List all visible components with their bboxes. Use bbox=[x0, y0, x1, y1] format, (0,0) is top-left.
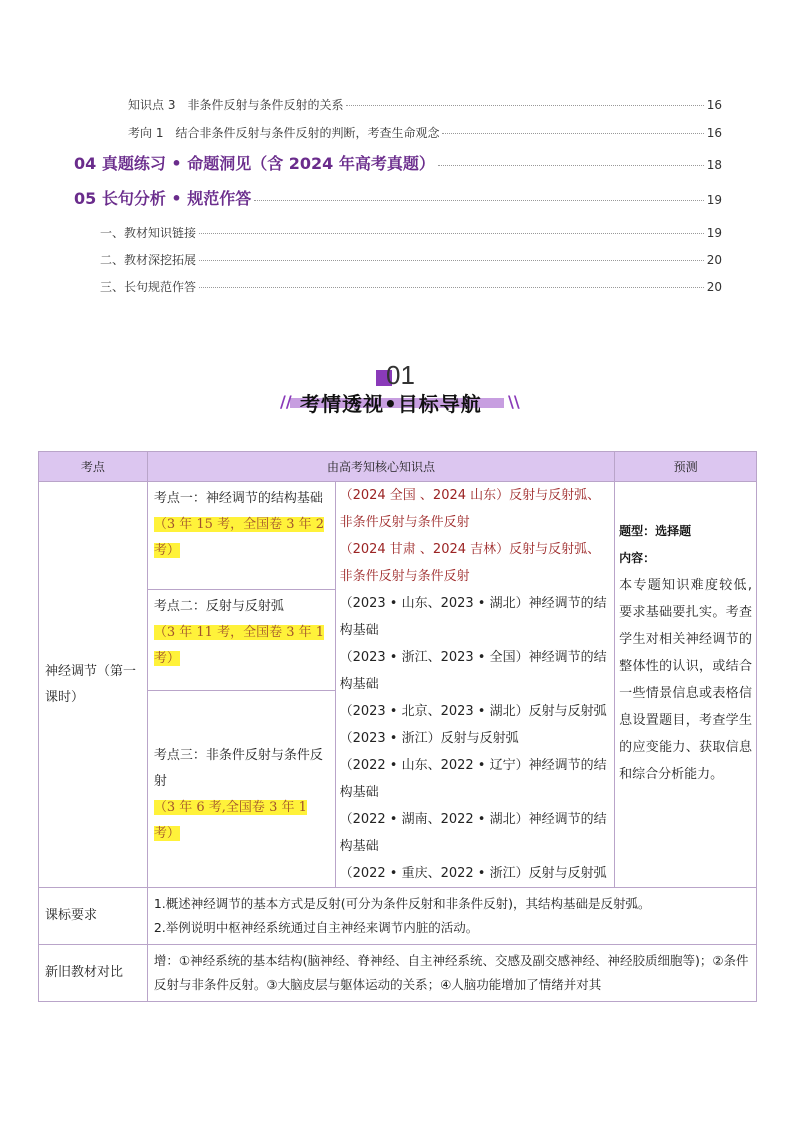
header-core-knowledge: 由高考知核心知识点 bbox=[147, 452, 614, 482]
toc-entry-title: 04 真题练习 • 命题洞见（含 2024 年高考真题） bbox=[74, 154, 435, 173]
toc-entry-long-answer[interactable] bbox=[100, 278, 722, 295]
textbook-compare-label: 新旧教材对比 bbox=[39, 945, 148, 1002]
exam-point-name: 考点一：神经调节的结构基础 bbox=[153, 491, 323, 506]
header-exam-point: 考点 bbox=[39, 452, 148, 482]
toc-leader bbox=[254, 200, 704, 201]
section-title: 考情透视•目标导航 bbox=[300, 392, 482, 416]
prediction-content-label: 内容： bbox=[619, 551, 656, 565]
exam-point-stat: （3 年 6 考,全国卷 3 年 1 考） bbox=[153, 800, 307, 841]
core-line: 非条件反射与条件反射 bbox=[339, 515, 470, 530]
core-line: （2023 • 浙江）反射与反射弧 bbox=[339, 731, 519, 746]
toc-entry-direction-1[interactable] bbox=[128, 124, 722, 141]
prediction-cell bbox=[615, 482, 757, 888]
toc-page-number: 19 bbox=[706, 193, 722, 207]
textbook-compare-cell: 增：①神经系统的基本结构(脑神经、脊神经、自主神经系统、交感及副交感神经、神经胶质细胞等)；②条件反射与非条件反射。③大脑皮层与躯体运动的关系；④人脑功能增加了情绪并对其 bbox=[147, 945, 756, 1002]
core-line: （2023 • 山东、2023 • 湖北）神经调节的结 bbox=[339, 596, 607, 611]
toc-page-number: 16 bbox=[706, 126, 722, 140]
toc-entry-knowledge-3[interactable] bbox=[128, 96, 722, 113]
core-line: （2022 • 重庆、2022 • 浙江）反射与反射弧 bbox=[339, 866, 607, 881]
core-knowledge-cell bbox=[335, 482, 615, 888]
slash-right-decoration: \\ bbox=[508, 392, 520, 411]
toc-leader bbox=[438, 165, 704, 166]
toc-leader bbox=[346, 105, 703, 106]
exam-point-stat: （3 年 11 考，全国卷 3 年 1 考） bbox=[153, 625, 325, 666]
core-line: （2023 • 北京、2023 • 湖北）反射与反射弧 bbox=[339, 704, 607, 719]
core-line: 构基础 bbox=[339, 785, 379, 800]
toc-entry-textbook-links[interactable] bbox=[100, 224, 722, 241]
core-line: （2023 • 浙江、2023 • 全国）神经调节的结 bbox=[339, 650, 607, 665]
toc-entry-textbook-extension[interactable] bbox=[100, 251, 722, 268]
toc-page-number: 18 bbox=[706, 158, 722, 172]
exam-point-name: 考点二：反射与反射弧 bbox=[153, 599, 284, 614]
exam-point-name: 考点三：非条件反射与条件反射 bbox=[153, 748, 323, 789]
core-line: （2022 • 湖南、2022 • 湖北）神经调节的结 bbox=[339, 812, 607, 827]
curriculum-label: 课标要求 bbox=[39, 888, 148, 945]
core-line: 构基础 bbox=[339, 839, 379, 854]
toc-entry-title: 结合非条件反射与条件反射的判断，考查生命观念 bbox=[175, 126, 440, 140]
toc-leader bbox=[199, 260, 704, 261]
toc-entry-label: 知识点 3 bbox=[128, 98, 176, 112]
toc-page-number: 20 bbox=[706, 280, 722, 294]
curriculum-item: 2.举例说明中枢神经系统通过自主神经来调节内脏的活动。 bbox=[153, 920, 479, 935]
core-line: （2022 • 山东、2022 • 辽宁）神经调节的结 bbox=[339, 758, 607, 773]
toc-entry-title: 一、教材知识链接 bbox=[100, 226, 197, 240]
exam-point-2 bbox=[148, 590, 335, 691]
toc-entry-title: 非条件反射与条件反射的关系 bbox=[187, 98, 344, 112]
toc-leader bbox=[442, 133, 703, 134]
toc-entry-label: 考向 1 bbox=[128, 126, 164, 140]
exam-analysis-table bbox=[38, 451, 757, 1002]
exam-point-stat: （3 年 15 考，全国卷 3 年 2 考） bbox=[153, 517, 325, 558]
toc-page-number: 19 bbox=[706, 226, 722, 240]
slash-left-decoration: // bbox=[280, 392, 292, 411]
toc-page-number: 16 bbox=[706, 98, 722, 112]
toc-entry-title: 05 长句分析 • 规范作答 bbox=[74, 189, 252, 208]
core-line: （2024 甘肃 、2024 吉林）反射与反射弧、 bbox=[339, 542, 601, 557]
toc-leader bbox=[199, 287, 704, 288]
prediction-type: 题型：选择题 bbox=[619, 524, 692, 538]
toc-page-number: 20 bbox=[706, 253, 722, 267]
curriculum-cell bbox=[147, 888, 756, 945]
table-row bbox=[39, 945, 757, 1002]
table-row bbox=[39, 482, 757, 888]
curriculum-item: 1.概述神经调节的基本方式是反射(可分为条件反射和非条件反射)，其结构基础是反射弧。 bbox=[153, 896, 651, 911]
core-line: （2024 全国 、2024 山东）反射与反射弧、 bbox=[339, 488, 601, 503]
table-header-row bbox=[39, 452, 757, 482]
toc-entry-section-04[interactable] bbox=[74, 151, 722, 174]
exam-point-3 bbox=[148, 691, 335, 887]
section-heading bbox=[0, 360, 794, 430]
core-line: 构基础 bbox=[339, 623, 379, 638]
toc-entry-title: 二、教材深挖拓展 bbox=[100, 253, 197, 267]
exam-point-1 bbox=[148, 482, 335, 590]
prediction-text: 本专题知识难度较低,要求基础要扎实。考查学生对相关神经调节的整体性的认识，或结合一些情景信息或表格信息设置题目，考查学生的应变能力、获取信息和综合分析能力。 bbox=[619, 578, 752, 782]
topic-cell: 神经调节（第一课时） bbox=[39, 482, 148, 888]
table-row bbox=[39, 888, 757, 945]
toc-entry-section-05[interactable] bbox=[74, 186, 722, 209]
toc-entry-title: 三、长句规范作答 bbox=[100, 280, 197, 294]
section-number: 01 bbox=[386, 360, 415, 390]
toc-leader bbox=[199, 233, 704, 234]
core-line: 构基础 bbox=[339, 677, 379, 692]
core-line: 非条件反射与条件反射 bbox=[339, 569, 470, 584]
exam-points-cell bbox=[147, 482, 335, 888]
header-prediction: 预测 bbox=[615, 452, 757, 482]
